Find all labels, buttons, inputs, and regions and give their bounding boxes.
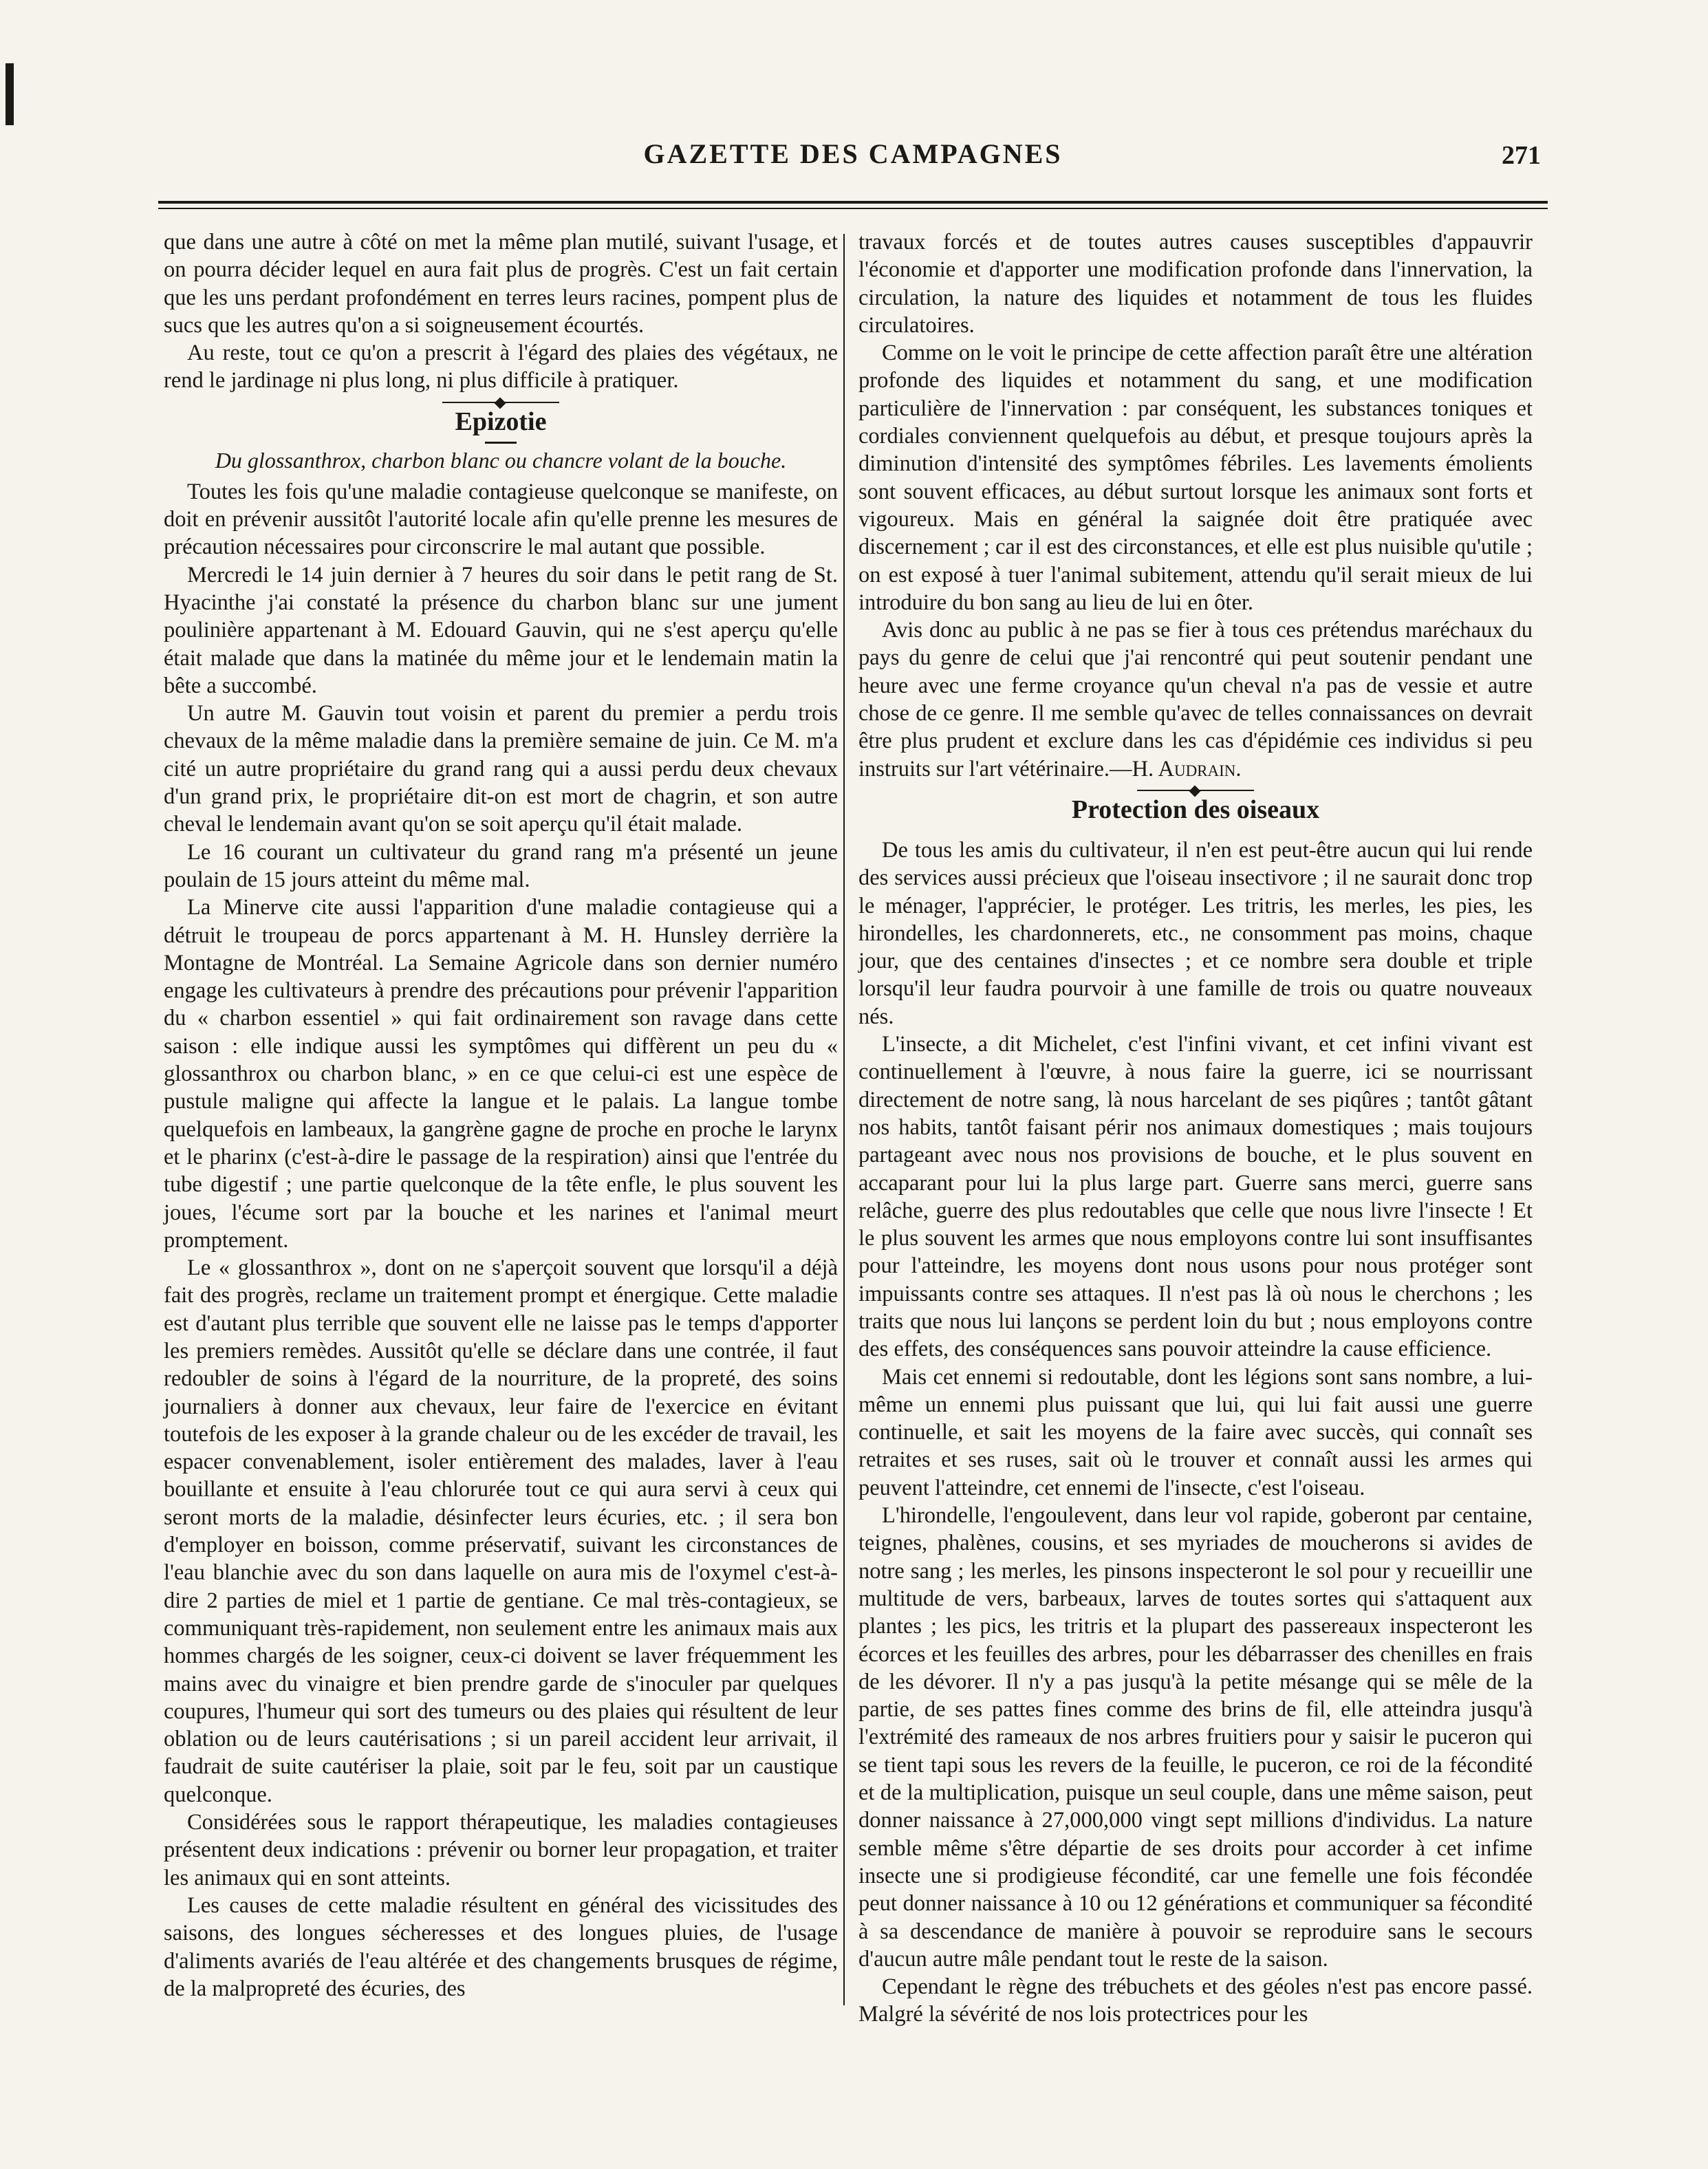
section-separator-2	[1137, 790, 1254, 791]
right-paragraph-3	[858, 616, 1533, 783]
epizotie-paragraph-5: La Minerve cite aussi l'apparition d'une maladie contagieuse qui a détruit le troupeau de porcs appartenant à M. H. Hunsley derrière la Montagne de Montréal. La Semaine Agricole dans son dernier numéro engage les cultivateurs à prendre des précautions pour prévenir l'apparition du « charbon essentiel » qui fait ordinairement son ravage dans cette saison : elle indique aussi les symptômes qui diffèrent un peu du « glossanthrox ou charbon blanc, » en ce que celui-ci est une espèce de pustule maligne qui affecte la langue et le palais. La langue tombe quelquefois en lambeaux, la gangrène gagne de proche en proche le larynx et le pharinx (c'est-à-dire le passage de la respiration) ainsi que l'entrée du tube digestif ; une partie quelconque de la tête enfle, le plus souvent les joues, l'écume sort par la bouche et les narines et l'animal meurt promptement.	[164, 895, 838, 1253]
left-column	[164, 228, 838, 2003]
protection-heading: Protection des oiseaux	[1071, 795, 1320, 824]
epizotie-heading: Epizotie	[455, 407, 547, 436]
right-column	[858, 228, 1533, 2027]
epizotie-paragraph-1: Toutes les fois qu'une maladie contagieuse quelconque se manifeste, on doit en prévenir aussitôt l'autorité locale afin qu'elle prenne les mesures de précaution nécessaires pour circonscrire le mal autant que possible.	[164, 479, 838, 560]
section-separator	[442, 402, 559, 403]
page-number: 271	[1502, 141, 1541, 170]
header-rule-thin	[158, 208, 1548, 209]
newspaper-title: GAZETTE DES CAMPAGNES	[643, 138, 1063, 169]
epizotie-paragraph-8: Les causes de cette maladie résultent en général des vicissitudes des saisons, des longues sécheresses et des longues pluies, de l'usage d'aliments avariés de l'eau altérée et des changements brusques de régime, de la malpropreté des écuries, des	[164, 1892, 838, 2001]
oiseaux-paragraph-2: L'insecte, a dit Michelet, c'est l'infini vivant, et cet infini vivant est continuellement à l'œuvre, à nous faire la guerre, ici se nourrissant directement de notre sang, là nous harcelant de ses piqûres ; tantôt gâtant nos habits, tantôt faisant périr nos animaux domestiques ; mais toujours partageant avec nous nos provisions de bouche, et le plus souvent en accaparant pour lui la plus large part. Guerre sans merci, guerre sans relâche, guerre des plus redoutables que celle que nous livre l'insecte ! Et le plus souvent les armes que nous employons contre lui sont insuffisantes pour l'atteindre, les moyens dont nous usons pour nous protéger sont impuissants contre ses attaques. Il n'est pas là où nous le cherchons ; les traits que nous lui lançons se perdent loin du but ; nous employons contre des effets, des conséquences sans pouvoir atteindre la cause efficience.	[858, 1032, 1533, 1362]
page-header	[158, 138, 1548, 179]
heading-gap	[858, 830, 1533, 837]
epizotie-paragraph-4: Le 16 courant un cultivateur du grand rang m'a présenté un jeune poulain de 15 jours atteint du même mal.	[164, 839, 838, 892]
author-signature: H. Audrain.	[1132, 756, 1242, 781]
epizotie-paragraph-2: Mercredi le 14 juin dernier à 7 heures du soir dans le petit rang de St. Hyacinthe j'ai constaté la présence du charbon blanc sur une jument poulinière appartenant à M. Edouard Gauvin, qui ne s'est aperçu qu'elle était malade que dans la matinée du même jour et le lendemain matin la bête a succombé.	[164, 562, 838, 698]
oiseaux-paragraph-3: Mais cet ennemi si redoutable, dont les légions sont sans nombre, a lui-même un ennemi plus puissant que lui, qui lui fait aussi une guerre continuelle, et sait les moyens de la faire avec succès, qui connaît ses retraites et ses ruses, sait où le trouver et connaît aussi les armes qui peuvent l'atteindre, cet ennemi de l'insecte, c'est l'oiseau.	[858, 1364, 1533, 1500]
right-paragraph-2: Comme on le voit le principe de cette affection paraît être une altération profonde des liquides et notamment du sang, et une modification particulière de l'innervation : par conséquent, les substances toniques et cordiales conviennent quelquefois au début, et presque toujours après la diminution d'intensité des symptômes fébriles. Les lavements émolients sont souvent efficaces, au début surtout lorsque les animaux sont forts et vigoureux. Mais en général la saignée doit être pratiquée avec discernement ; car il est des circonstances, et elle est plus nuisible qu'utile ; on est exposé à tuer l'animal subitement, attendu qu'il serait mieux de lui introduire du bon sang au lieu de lui en ôter.	[858, 341, 1533, 615]
left-intro-paragraph-1: que dans une autre à côté on met la même plan mutilé, suivant l'usage, et on pourra décider lequel en aura fait plus de progrès. C'est un fait certain que les uns perdant profondément en terres leurs racines, pompent plus de sucs que les autres qu'on a si soigneusement écourtés.	[164, 230, 838, 338]
right-paragraph-1: travaux forcés et de toutes autres causes susceptibles d'appauvrir l'économie et d'apporter une modification profonde dans l'innervation, la circulation, la nature des liquides et notamment de tous les fluides circulatoires.	[858, 230, 1533, 338]
epizotie-paragraph-7: Considérées sous le rapport thérapeutique, les maladies contagieuses présentent deux indications : prévenir ou borner leur propagation, et traiter les animaux qui en sont atteints.	[164, 1810, 838, 1890]
right-paragraph-3-text: Avis donc au public à ne pas se fier à tous ces prétendus maréchaux du pays du genre de celui que j'ai rencontré qui peut soutenir pendant une heure avec une ferme croyance qu'un cheval n'a pas de vessie et autre chose de ce genre. Il me semble qu'avec de telles connaissances on devrait être plus prudent et exclure dans les cas d'épidémie ces individus si peu instruits sur l'art vétérinaire.—	[858, 618, 1533, 781]
epizotie-subtitle: Du glossanthrox, charbon blanc ou chancre volant de la bouche.	[215, 447, 787, 473]
oiseaux-paragraph-1: De tous les amis du cultivateur, il n'en est peut-être aucun qui lui rende des services aussi précieux que l'oiseau insectivore ; il ne saurait donc trop le ménager, l'apprécier, le protéger. Les tritris, les merles, les pies, les hirondelles, les chardonnerets, etc., ne consomment pas moins, chaque jour, que des centaines d'insectes ; et ce nombre sera double et triple lorsqu'il leur faudra pourvoir à une famille de trois ou quatre nouveaux nés.	[858, 837, 1533, 1029]
epizotie-paragraph-6: Le « glossanthrox », dont on ne s'aperçoit souvent que lorsqu'il a déjà fait des progrès, reclame un traitement prompt et énergique. Cette maladie est d'autant plus terrible que souvent elle ne laisse pas le temps d'apporter les premiers remèdes. Aussitôt qu'elle se déclare dans une contrée, il faut redoubler de soins à l'égard de la nourriture, de la propreté, des soins journaliers à donner aux chevaux, leur faire de l'exercice en évitant toutefois de les exposer à la grande chaleur ou de les excéder de travail, les espacer convenablement, isoler entièrement des malades, laver à l'eau bouillante et ensuite à l'eau chlorurée tout ce qui aura servi à ceux qui seront morts de la maladie, désinfecter leurs écuries, etc. ; il sera bon d'employer en boisson, comme préservatif, suivant les circonstances de l'eau blanchie avec du son dans laquelle on aura mis de l'oxymel c'est-à-dire 2 parties de miel et 1 partie de gentiane. Ce mal très-contagieux, se communiquant très-rapidement, non seulement entre les animaux mais aux hommes chargés de les soigner, ceux-ci doivent se laver fréquemment les mains avec du vinaigre et bien prendre garde de s'inoculer par quelques coupures, l'humeur qui sort des tumeurs ou des plaies qui résultent de leur oblation ou de leurs cautérisations ; si un pareil accident leur arrivait, il faudrait de suite cautériser la plaie, soit par le feu, soit par un caustique quelconque.	[164, 1255, 838, 1807]
heading-rule	[485, 442, 517, 444]
oiseaux-paragraph-4: L'hirondelle, l'engoulevent, dans leur vol rapide, goberont par centaine, teignes, phalènes, cousins, et ses myriades de moucherons si avides de notre sang ; les merles, les pinsons inspecteront le sol pour y recueillir une multitude de vers, barbeaux, larves de toutes sortes qui s'attaquent aux plantes ; les pics, les tritris et la plupart des passereaux inspecteront les écorces et les feuilles des arbres, pour les débarrasser des chenilles en frais de les dévorer. Il n'y a pas jusqu'à la petite mésange qui se mêle de la partie, de ses pattes fines comme des brins de fil, elle atteindra jusqu'à l'extrémité des rameaux de nos arbres fruitiers pour y saisir le puceron qui se tient tapi sous les revers de la feuille, le puceron, ce roi de la fécondité et de la multiplication, puisque un seul couple, dans une même saison, peut donner naissance à 27,000,000 vingt sept millions d'individus. La nature semble même s'être départie de ses droits pour accorder à cet infime insecte une si prodigieuse fécondité, car une femelle une fois fécondée peut donner naissance à 10 ou 12 générations et communiquer sa fécondité à sa descendance de manière à pouvoir se reproduire sans le secours d'aucun autre mâle pendant tout le reste de la saison.	[858, 1503, 1533, 1972]
column-divider	[843, 234, 845, 2005]
left-intro-paragraph-2: Au reste, tout ce qu'on a prescrit à l'égard des plaies des végétaux, ne rend le jardinage ni plus long, ni plus difficile à pratiquer.	[164, 341, 838, 393]
header-rule	[158, 201, 1548, 204]
oiseaux-paragraph-5: Cependant le règne des trébuchets et des géoles n'est pas encore passé. Malgré la sévérité de nos lois protectrices pour les	[858, 1974, 1533, 2027]
page-edge-mark	[6, 63, 14, 125]
epizotie-paragraph-3: Un autre M. Gauvin tout voisin et parent du premier a perdu trois chevaux de la même maladie dans la première semaine de juin. Ce M. m'a cité un autre propriétaire du grand rang qui a aussi perdu deux chevaux d'un grand prix, le propriétaire dit-on est mort de chagrin, et son autre cheval le lendemain avant qu'on se soit aperçu qu'il était malade.	[164, 701, 838, 837]
